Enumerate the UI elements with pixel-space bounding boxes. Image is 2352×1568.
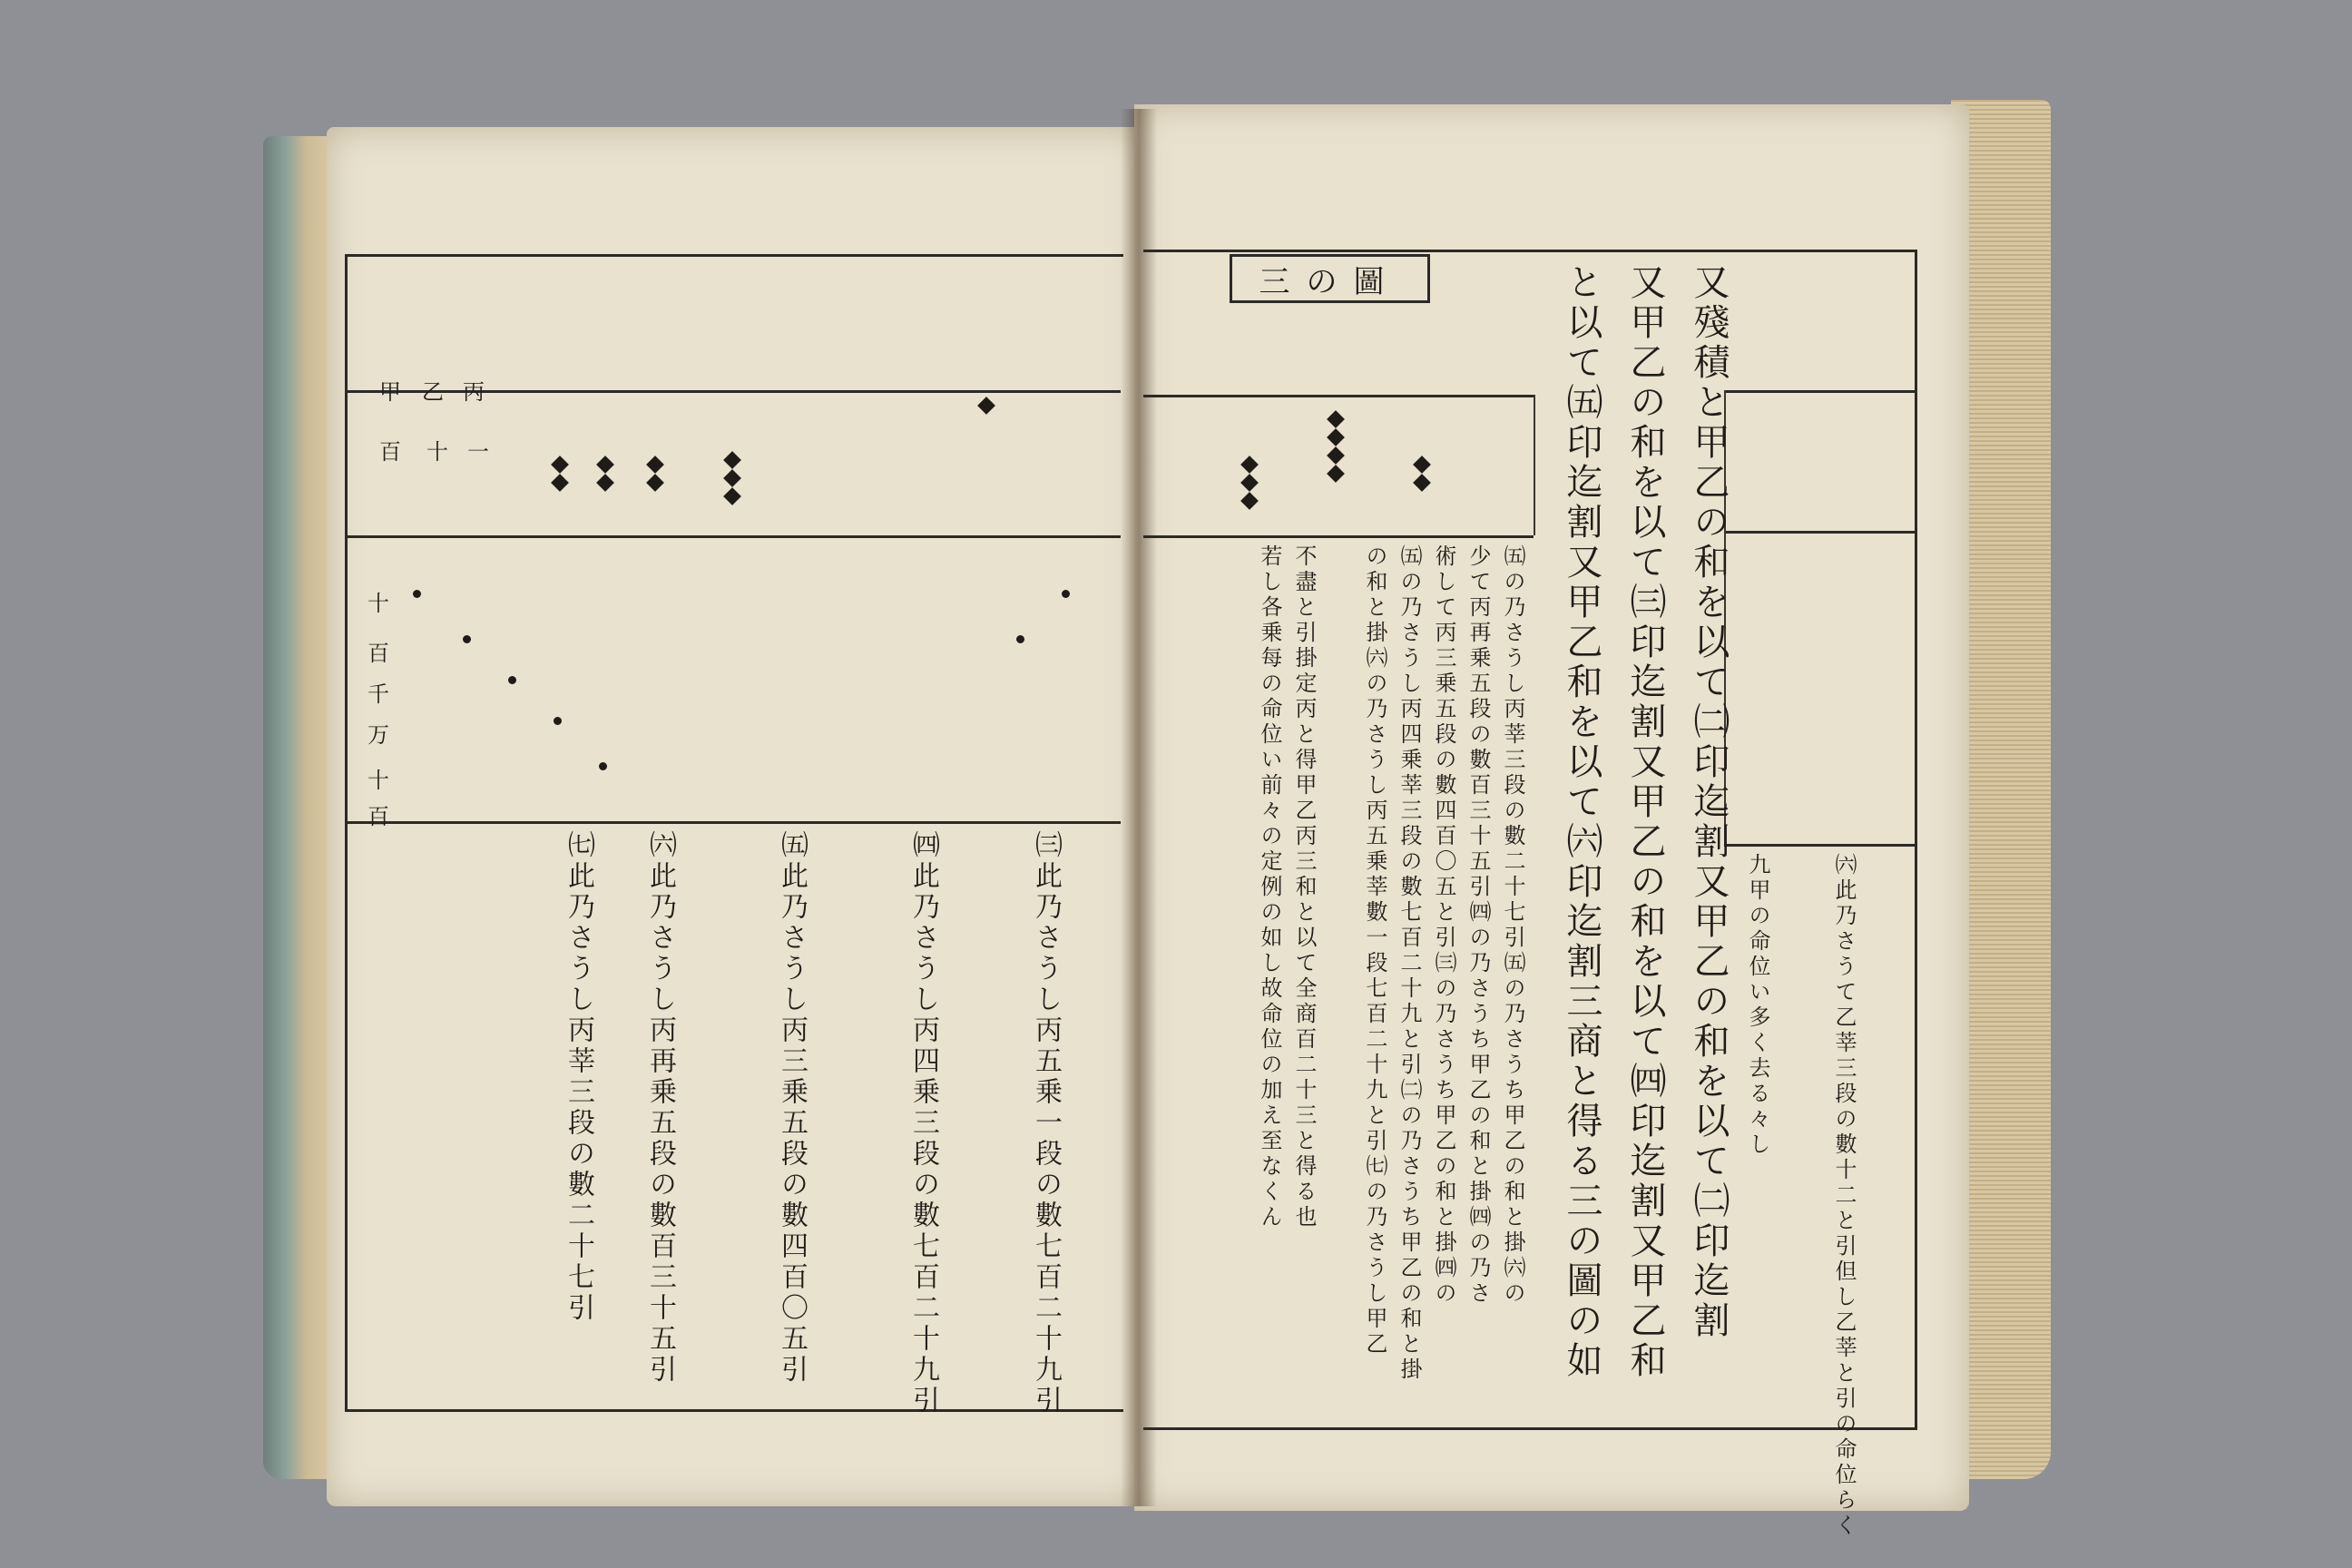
left-grid-line — [345, 821, 1121, 824]
grid-char: 十 — [368, 768, 389, 793]
left-text-column: ㈤此乃さうし丙三乗五段の數四百〇五引 — [776, 830, 808, 1386]
book-fore-edge-left — [263, 136, 336, 1479]
right-grid-line — [1724, 531, 1915, 534]
left-page-frame — [345, 254, 1123, 1412]
note-column: 不盡と引掛定丙と得甲乙丙三和と以て全商百二十三と得る也 — [1291, 544, 1317, 1230]
right-grid-line — [1143, 395, 1534, 397]
main-text-column: と以て㈤印迄割又甲乙和を以て㈥印迄割三商と得る三の圖の如 — [1561, 263, 1602, 1381]
note-column: の和と掛㈥の乃さうし丙五乗莘數一段七百二十九と引㈦の乃さうし甲乙 — [1362, 544, 1387, 1357]
left-text-column: ㈥此乃さうし丙再乗五段の數百三十五引 — [644, 830, 676, 1386]
figure-title: 三の圖 — [1230, 254, 1430, 303]
side-text-column: 九甲の命位い多く去る々し — [1745, 853, 1770, 1158]
note-column: 若し各乗每の命位い前々の定例の如し故命位の加え至なくん — [1257, 544, 1282, 1230]
note-column: 術して丙三乗五段の數四百〇五と引㈢の乃さうち甲乙の和と掛㈣の — [1431, 544, 1456, 1307]
grid-dot — [508, 676, 516, 684]
left-text-column: ㈣此乃さうし丙四乗三段の數七百二十九引 — [907, 830, 939, 1416]
header-label: 甲 — [379, 379, 401, 405]
note-column: ㈤の乃さうし丙四乗莘三段の數七百二十九と引㈡の乃さうち甲乙の和と掛 — [1396, 544, 1422, 1383]
left-text-column: ㈦此乃さうし丙莘三段の數二十七引 — [563, 830, 594, 1324]
grid-dot — [413, 590, 421, 598]
left-text-column: ㈢此乃さうし丙五乗一段の數七百二十九引 — [1030, 830, 1062, 1416]
grid-char: 百 — [368, 641, 389, 666]
header-label: 乙 — [422, 379, 444, 405]
header-label: 百 — [379, 439, 401, 465]
grid-dot — [554, 717, 562, 725]
grid-dot — [1016, 635, 1024, 643]
grid-char: 万 — [368, 722, 389, 748]
right-grid-line — [1143, 535, 1534, 538]
right-grid-divider — [1534, 395, 1535, 535]
note-column: ㈤の乃さうし丙莘三段の數二十七引㈤の乃さうち甲乙の和と掛㈥の — [1500, 544, 1525, 1307]
main-text-column: 又殘積と甲乙の和を以て㈡印迄割又甲乙の和を以て㈡印迄割 — [1688, 263, 1730, 1341]
right-grid-line — [1724, 390, 1915, 393]
header-label: 丙 — [463, 379, 485, 405]
header-label: 十 — [426, 439, 448, 465]
grid-dot — [463, 635, 471, 643]
right-grid-line — [1724, 844, 1915, 847]
grid-char: 十 — [368, 591, 389, 616]
grid-dot — [599, 762, 607, 770]
left-grid-line — [345, 390, 1121, 393]
note-column: 少て丙再乗五段の數百三十五引㈣の乃さうち甲乙の和と掛㈣の乃さ — [1465, 544, 1491, 1307]
grid-dot — [1062, 590, 1070, 598]
side-text-column: ㈥此乃さうて乙莘三段の數十二と引但し乙莘と引の命位らく — [1831, 853, 1857, 1539]
grid-char: 百 — [368, 804, 389, 829]
grid-char: 千 — [368, 681, 389, 707]
left-grid-line — [345, 535, 1121, 538]
main-text-column: 又甲乙の和を以て㈢印迄割又甲乙の和を以て㈣印迄割又甲乙和 — [1624, 263, 1666, 1381]
header-label: 一 — [467, 439, 489, 465]
